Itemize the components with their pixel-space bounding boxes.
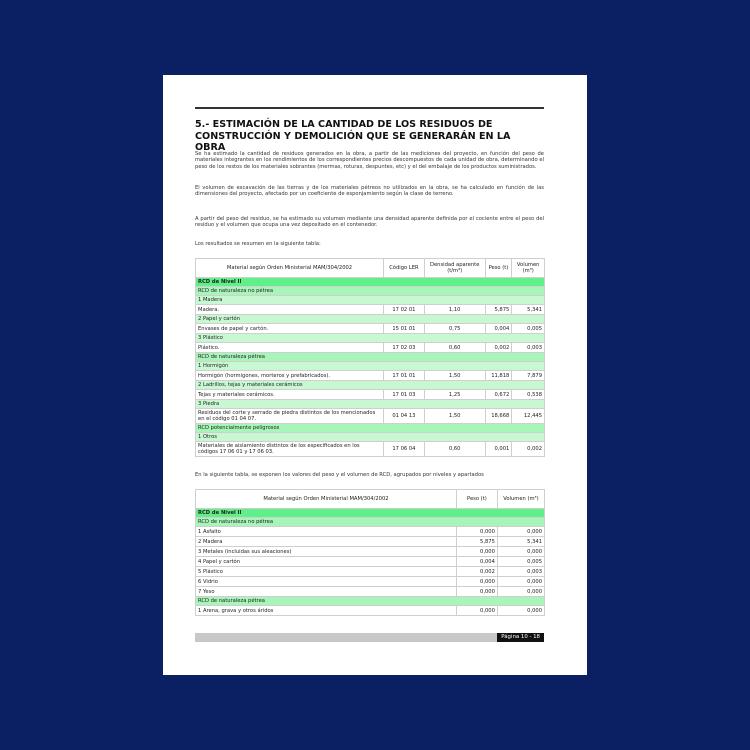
paragraph-1: Se ha estimado la cantidad de residuos generados en la obra, a partir de las mediciones del proyecto, en función del peso de materiales integrantes en los rendimientos de los correspondientes precios descompuestos de cada unidad de obra, determinando el peso de los restos de los materiales sobrantes (mermas, roturas, despuntes, etc) y el del embalaje de los productos suministrados.: [195, 151, 544, 170]
nature-row: RCD potencialmente peligrosos: [196, 424, 545, 433]
table-row: Materiales de aislamiento distintos de los especificados en los códigos 17 06 01 y 17 06 03. 17 06 04 0,60 0,001 0,002: [196, 442, 545, 457]
paragraph-5: En la siguiente tabla, se exponen los valores del peso y el volumen de RCD, agrupados por niveles y apartados: [195, 472, 484, 478]
nature-row: RCD de naturaleza pétrea: [196, 353, 545, 362]
nature-row: RCD de naturaleza no pétrea: [196, 518, 545, 527]
group-row: 1 Madera: [196, 296, 545, 305]
table-row: 1 Arena, grava y otros áridos 0,000 0,000: [196, 606, 545, 616]
table-row: Hormigón (hormigones, morteros y prefabricados). 17 01 01 1,50 11,818 7,879: [196, 371, 545, 381]
paragraph-2: El volumen de excavación de las tierras y de los materiales pétreos no utilizados en la obra, se ha calculado en función de las dimensiones del proyecto, afectado por un coeficiente de esponjamiento según la clase de terreno.: [195, 185, 544, 198]
col-volume: Volumen (m³): [497, 490, 544, 509]
col-material: Material según Orden Ministerial MAM/304/2002: [196, 259, 384, 278]
group-row: 3 Plástico: [196, 334, 545, 343]
header-rule: [195, 107, 544, 109]
table-row: Tejas y materiales cerámicos. 17 01 03 1,25 0,672 0,538: [196, 390, 545, 400]
col-weight: Peso (t): [456, 490, 497, 509]
level-row: RCD de Nivel II: [196, 509, 545, 518]
table-row: 2 Madera 5,875 5,341: [196, 537, 545, 547]
col-ler: Código LER: [384, 259, 425, 278]
col-material: Material según Orden Ministerial MAM/304/2002: [196, 490, 457, 509]
col-weight: Peso (t): [485, 259, 512, 278]
col-density: Densidad aparente (t/m³): [424, 259, 485, 278]
residue-table: [195, 258, 545, 457]
table-row: 1 Asfalto 0,000 0,000: [196, 527, 545, 537]
paragraph-3: A partir del peso del residuo, se ha estimado su volumen mediante una densidad aparente definida por el cociente entre el peso del residuo y el volumen que ocupa una vez depositado en el contenedor.: [195, 216, 544, 229]
nature-row: RCD de naturaleza pétrea: [196, 597, 545, 606]
group-row: 2 Papel y cartón: [196, 315, 545, 324]
table-row: Plástico. 17 02 03 0,60 0,002 0,003: [196, 343, 545, 353]
group-row: 2 Ladrillos, tejas y materiales cerámicos: [196, 381, 545, 390]
table-row: 5 Plástico 0,002 0,003: [196, 567, 545, 577]
section-title: 5.- ESTIMACIÓN DE LA CANTIDAD DE LOS RESIDUOS DE CONSTRUCCIÓN Y DEMOLICIÓN QUE SE GENERARÁN EN LA OBRA: [195, 119, 511, 153]
paragraph-4: Los resultados se resumen en la siguiente tabla:: [195, 241, 321, 247]
document-page: [163, 75, 587, 675]
table-row: 7 Yeso 0,000 0,000: [196, 587, 545, 597]
page-footer: [195, 633, 544, 642]
group-row: 3 Piedra: [196, 400, 545, 409]
table-row: 4 Papel y cartón 0,004 0,005: [196, 557, 545, 567]
level-row: RCD de Nivel II: [196, 278, 545, 287]
table-row: 6 Vidrio 0,000 0,000: [196, 577, 545, 587]
col-volume: Volumen (m³): [512, 259, 545, 278]
page-number: Página 10 - 18: [497, 633, 544, 642]
table-row: Madera. 17 02 01 1,10 5,875 5,341: [196, 305, 545, 315]
table-row: Envases de papel y cartón. 15 01 01 0,75 0,004 0,005: [196, 324, 545, 334]
table-row: 3 Metales (incluidas sus aleaciones) 0,000 0,000: [196, 547, 545, 557]
group-row: 1 Otros: [196, 433, 545, 442]
nature-row: RCD de naturaleza no pétrea: [196, 287, 545, 296]
summary-table: [195, 489, 545, 616]
table-row: Residuos del corte y serrado de piedra distintos de los mencionados en el código 01 04 07. 01 04 13 1,50 18,668 12,445: [196, 409, 545, 424]
group-row: 1 Hormigón: [196, 362, 545, 371]
